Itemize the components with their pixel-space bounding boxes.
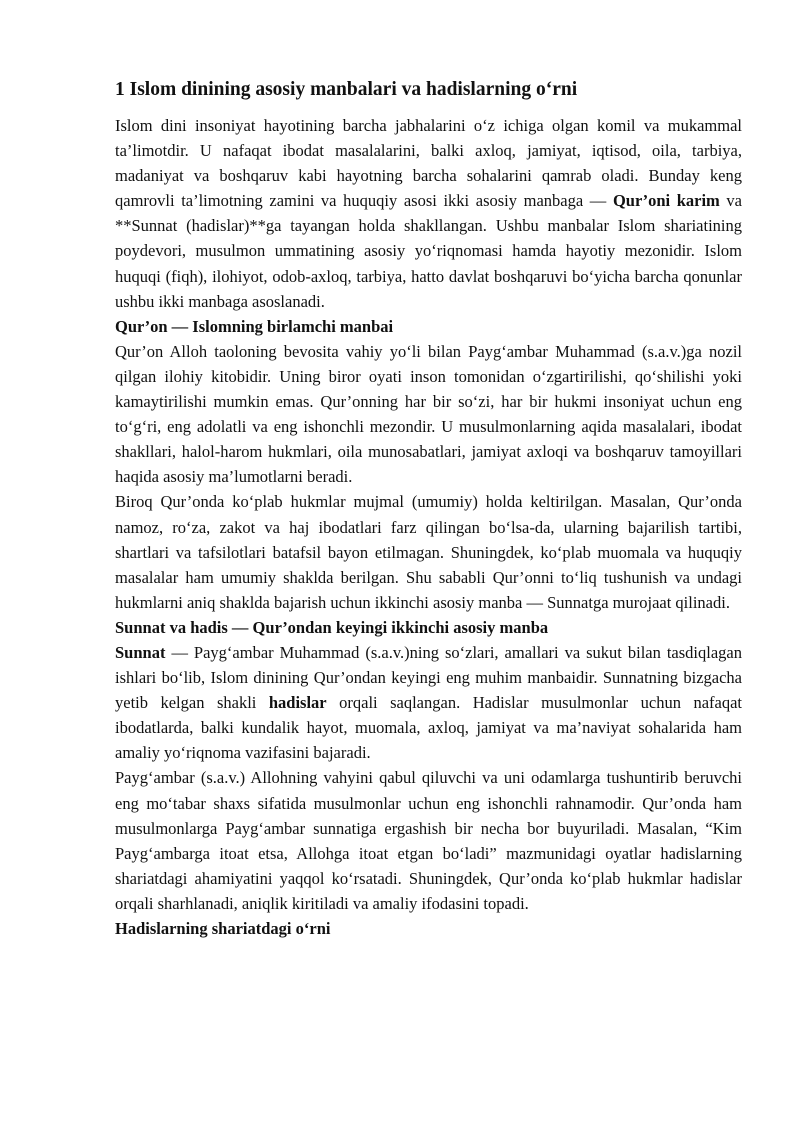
subheading-hadislar: Hadislarning shariatdagi o‘rni bbox=[115, 919, 331, 938]
sunnat-bold-term: Sunnat bbox=[115, 642, 166, 662]
quran-paragraph-2: Biroq Qur’onda ko‘plab hukmlar mujmal (umumiy) holda keltirilgan. Masalan, Qur’onda namoz, ro‘za, zakot va haj ibodatlari farz qilingan bo‘lsa-da, ularning bajarilish tartibi, shartlari va tafsilotlari batafsil bayon etilmagan. Shuningdek, ko‘plab muomala va huquqiy masalalar ham umumiy shaklda berilgan. Shu sababli Qur’onni to‘liq tushunish va undagi hukmlarni aniq shaklda bajarish uchun ikkinchi asosiy manba — Sunnatga murojaat qilinadi. bbox=[115, 492, 742, 612]
subheading-quran: Qur’on — Islomning birlamchi manbai bbox=[115, 316, 394, 336]
sunnat-text-part1: — Payg‘ambar Muhammad (s.a.v.)ning so‘zlari, amallari va sukut bilan tasdiqlagan ishlari bo‘lib, Islom dinining Qur’ondan keyingi eng muhim manbaidir. Sunnatning bizgacha yetib kelgan shakli bbox=[115, 642, 742, 713]
subheading-sunnat: Sunnat va hadis — Qur’ondan keyingi ikkinchi asosiy manba bbox=[115, 617, 549, 637]
sunnat-paragraph-1 bbox=[115, 640, 742, 765]
sunnat-paragraph-2: Payg‘ambar (s.a.v.) Allohning vahyini qabul qiluvchi va uni odamlarga tushuntirib beruvchi eng mo‘tabar shaxs sifatida musulmonlar uchun eng ishonchli rahnamodir. Qur’onda ham musulmonlarga Payg‘ambar sunnatiga ergashish bir necha bor buyuriladi. Masalan, “Kim Payg‘ambarga itoat etsa, Allohga itoat etgan bo‘ladi” mazmunidagi oyatlar hadislarning shariatdagi ahamiyatini yaqqol ko‘rsatadi. Shuningdek, Qur’onda ko‘plab hukmlar hadislar orqali sharhlanadi, aniqlik kiritiladi va amaliy ifodasini topadi. bbox=[115, 768, 742, 913]
sunnat-text-part2: orqali saqlangan. Hadislar musulmonlar uchun nafaqat ibodatlarda, balki kundalik hayot, muomala, axloq, jamiyat va ma’naviyat sohalarida ham amaliy yo‘riqnoma vazifasini bajaradi. bbox=[115, 693, 743, 763]
hadislar-bold-term: hadislar bbox=[268, 693, 327, 713]
quran-paragraph-1: Qur’on Alloh taoloning bevosita vahiy yo‘li bilan Payg‘ambar Muhammad (s.a.v.)ga nozil qilgan ilohiy kitobidir. Uning biror oyati inson tomonidan o‘zgartirilishi, qo‘shilishi yoki kamaytirilishi mumkin emas. Qur’onning har bir so‘zi, har bir hukmi insoniyat uchun eng to‘g‘ri, eng adolatli va eng ishonchli mezondir. U musulmonlarning aqida masalalari, ibodat shakllari, halol-harom hukmlari, oila munosabatlari, jamiyat axloqi va boshqaruv tamoyillari haqida asosiy ma’lumotlarni beradi. bbox=[115, 341, 742, 487]
section-heading: 1 Islom dinining asosiy manbalari va hadislarning o‘rni bbox=[115, 79, 578, 100]
intro-bold-quran: Qur’oni karim bbox=[612, 191, 720, 211]
intro-text-part1: Islom dini insoniyat hayotining barcha jabhalarini o‘z ichiga olgan komil va mukammal ta’limotdir. U nafaqat ibodat masalalarini, balki axloq, jamiyat, iqtisod, oila, tarbiya, madaniyat va boshqaruv kabi hayotning barcha sohalarini qamrab oladi. Bunday keng qamrovli ta’limotning zamini va huquqiy asosi ikki asosiy manbaga — bbox=[115, 116, 742, 211]
intro-text-part2: va **Sunnat (hadislar)**ga tayangan holda shakllangan. Ushbu manbalar Islom shariatining poydevori, musulmon ummatining asosiy yo‘riqnomasi hamda hayotiy mezonidir. Islom huquqi (fiqh), ilohiyot, odob-axloq, tarbiya, hatto davlat boshqaruvi bo‘yicha barcha qonunlar ushbu ikki manbaga asoslanadi. bbox=[115, 191, 742, 311]
intro-paragraph bbox=[115, 113, 742, 314]
document-body bbox=[115, 113, 742, 941]
